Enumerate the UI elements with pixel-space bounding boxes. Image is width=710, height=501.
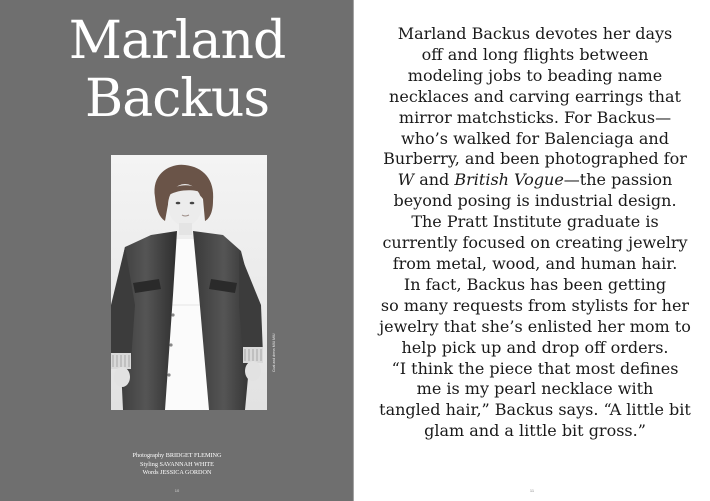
body-line-tail: —the passion [563,170,673,190]
body-line: Burberry, and been photographed for [383,149,687,169]
body-line-mid: and [414,170,455,190]
body-line: “I think the piece that most defines [391,358,679,378]
body-line: me is my pearl necklace with [416,379,654,399]
body-line: glam and a little bit gross.” [424,421,646,441]
body-line: beyond posing is industrial design. [393,191,677,211]
photo-credit-vertical: Coat and dress MIU MIU [272,333,276,372]
body-line: so many requests from stylists for her [380,295,690,315]
body-line-italic-publications [370,170,700,191]
page-title [0,12,354,128]
left-page [0,0,354,501]
body-line: necklaces and carving earrings that [389,86,681,106]
body-line: currently focused on creating jewelry [382,233,688,253]
body-line: who’s walked for Balenciaga and [401,128,669,148]
body-line: help pick up and drop off orders. [401,337,669,357]
article-body [370,24,700,442]
credit-styling: Styling SAVANNAH WHITE [140,460,214,468]
portrait-photo [111,155,267,410]
page-number-left: 10 [174,488,180,493]
body-line: from metal, wood, and human hair. [392,253,678,273]
portrait-illustration [111,155,267,410]
body-line: The Pratt Institute graduate is [411,212,659,232]
credit-photography: Photography BRIDGET FLEMING [132,452,222,459]
title-line-2: Backus [84,69,270,129]
body-line: tangled hair,” Backus says. “A little bit [379,400,691,420]
credit-words: Words JESSICA GORDON [142,469,212,476]
credits [0,452,354,478]
body-line: jewelry that she’s enlisted her mom to [379,316,691,336]
page-number-right: 11 [529,488,535,493]
italic-w: W [397,170,415,190]
body-line: modeling jobs to beading name [407,65,663,85]
title-line-1: Marland [68,11,286,71]
body-line: In fact, Backus has been getting [403,274,667,294]
body-line: off and long flights between [421,44,649,64]
body-line: Marland Backus devotes her days [397,24,673,43]
italic-british-vogue: British Vogue [454,170,564,190]
body-line: mirror matchsticks. For Backus— [398,107,672,127]
